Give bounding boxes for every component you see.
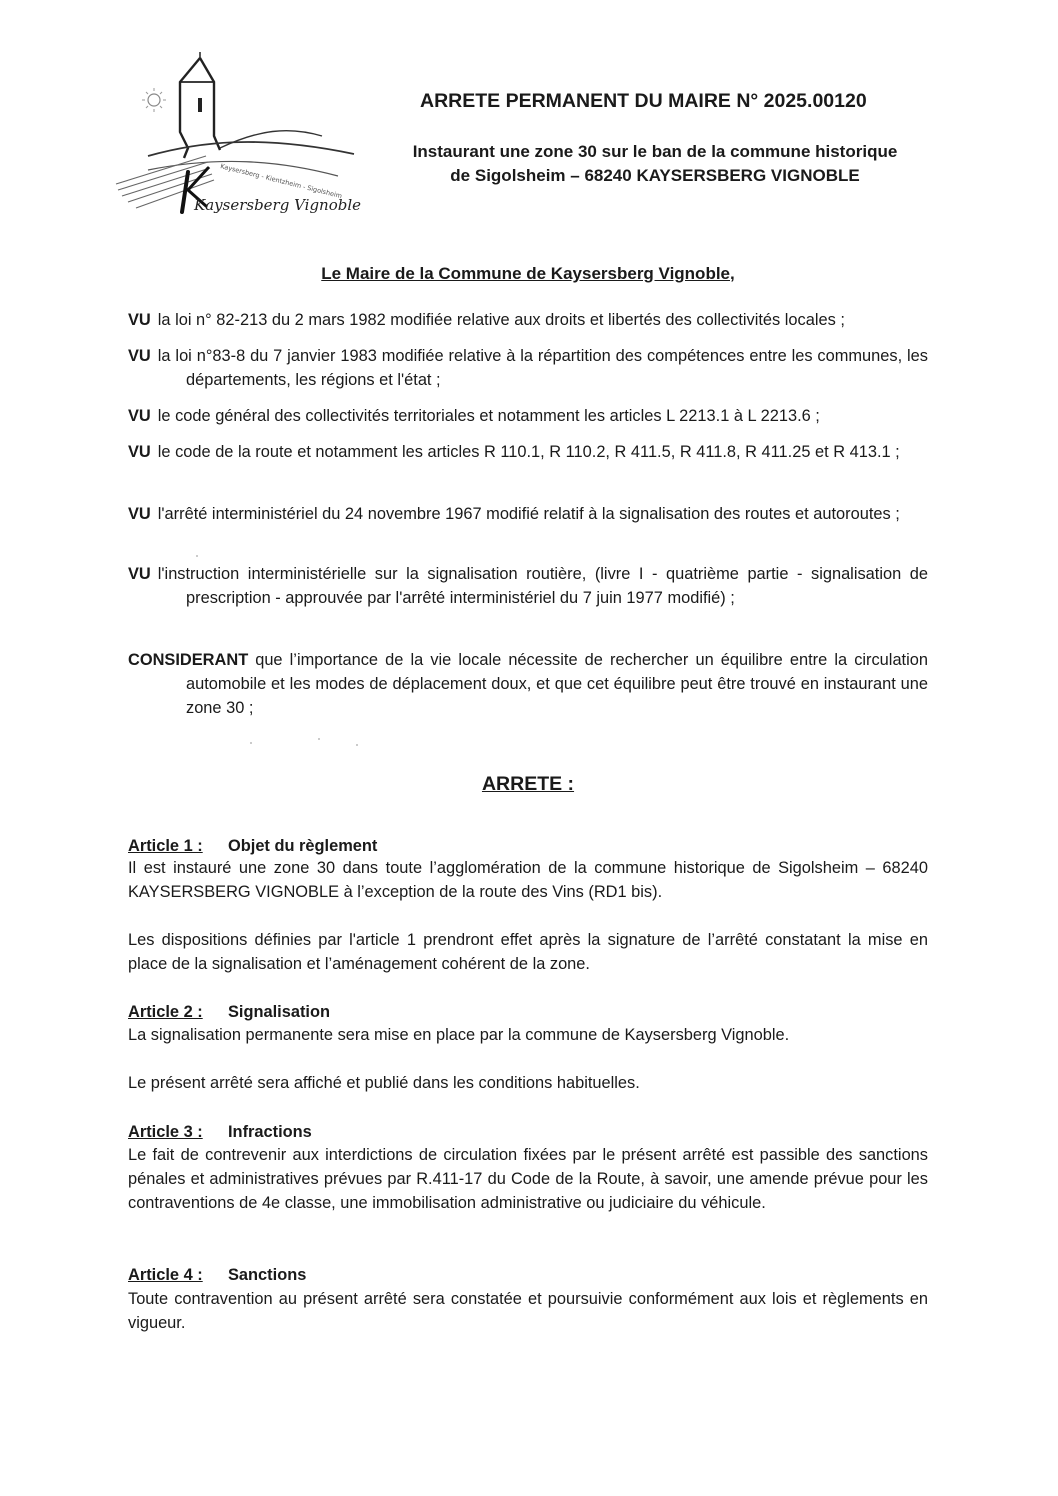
- article-2-paragraph-1: La signalisation permanente sera mise en place par la commune de Kaysersberg Vignoble.: [128, 1026, 790, 1044]
- vu-text: le code de la route et notamment les articles R 110.1, R 110.2, R 411.5, R 411.8, R 411.25 et R 413.1 ;: [157, 443, 900, 461]
- vu-item: [128, 502, 928, 526]
- vu-text: la loi n° 82-213 du 2 mars 1982 modifiée relative aux droits et libertés des collectivités locales ;: [157, 311, 845, 329]
- vu-item: [128, 308, 928, 332]
- vu-item: [128, 440, 928, 464]
- article-4-paragraph-1: Toute contravention au présent arrêté sera constatée et poursuivie conformément aux lois et règlements en vigueur.: [128, 1290, 928, 1332]
- decree-subtitle: [380, 140, 930, 188]
- scan-speck: [356, 744, 358, 746]
- logo-ribbon-text: Kaysersberg - Kientzheim - Sigolsheim: [219, 162, 343, 201]
- vu-item: [128, 344, 928, 392]
- commune-logo: [108, 50, 370, 222]
- article-1-paragraph-1: Il est instauré une zone 30 dans toute l’agglomération de la commune historique de Sigolsheim – 68240 KAYSERSBERG VIGNOBLE à l’exception de la route des Vins (RD1 bis).: [128, 859, 928, 901]
- vu-keyword: VU: [128, 311, 151, 329]
- subtitle-line-1: Instaurant une zone 30 sur le ban de la commune historique: [412, 142, 898, 161]
- article-3-heading: [128, 1120, 928, 1144]
- article-number: Article 1 :: [128, 837, 203, 855]
- arrete-heading: ARRETE :: [481, 773, 575, 795]
- vu-keyword: VU: [128, 443, 151, 461]
- vu-keyword: VU: [128, 407, 151, 425]
- article-title: Objet du règlement: [228, 837, 378, 855]
- vu-text: la loi n°83-8 du 7 janvier 1983 modifiée relative à la répartition des compétences entre les communes, les départements, les régions et l'état ;: [157, 347, 928, 389]
- article-2-heading: [128, 1000, 928, 1024]
- mayor-line: Le Maire de la Commune de Kaysersberg Vignoble,: [321, 264, 735, 283]
- subtitle-line-2: de Sigolsheim – 68240 KAYSERSBERG VIGNOBLE: [450, 166, 860, 185]
- article-number: Article 3 :: [128, 1123, 203, 1141]
- vu-keyword: VU: [128, 565, 151, 583]
- considerant-text: que l’importance de la vie locale nécessite de rechercher un équilibre entre la circulation automobile et les modes de déplacement doux, et que cet équilibre peut être trouvé en instaurant une zone 30 ;: [186, 651, 928, 717]
- vu-item: [128, 404, 928, 428]
- decree-title: ARRETE PERMANENT DU MAIRE N° 2025.00120: [420, 90, 867, 112]
- article-title: Infractions: [228, 1123, 312, 1141]
- vu-keyword: VU: [128, 505, 151, 523]
- scan-speck: [196, 555, 198, 557]
- article-number: Article 2 :: [128, 1003, 203, 1021]
- article-1-paragraph-2: Les dispositions définies par l'article 1 prendront effet après la signature de l’arrêté constatant la mise en place de la signalisation et l’aménagement cohérent de la zone.: [128, 931, 928, 973]
- article-title: Sanctions: [228, 1266, 307, 1284]
- scan-speck: [250, 742, 252, 744]
- article-4-heading: [128, 1263, 928, 1287]
- vu-keyword: VU: [128, 347, 151, 365]
- vu-text: l'instruction interministérielle sur la signalisation routière, (livre I - quatrième partie - signalisation de prescription - approuvée par l'arrêté interministériel du 7 juin 1977 modifié) ;: [157, 565, 928, 607]
- church-vineyard-logo-icon: [108, 50, 370, 222]
- article-2-paragraph-2: Le présent arrêté sera affiché et publié dans les conditions habituelles.: [128, 1074, 640, 1092]
- vu-item: [128, 562, 928, 610]
- considerant-keyword: CONSIDERANT: [128, 651, 249, 669]
- vu-text: le code général des collectivités territoriales et notamment les articles L 2213.1 à L 2213.6 ;: [157, 407, 820, 425]
- article-number: Article 4 :: [128, 1266, 203, 1284]
- logo-text: Kaysersberg Vignoble: [194, 196, 362, 214]
- vu-text: l'arrêté interministériel du 24 novembre 1967 modifié relatif à la signalisation des routes et autoroutes ;: [157, 505, 900, 523]
- article-title: Signalisation: [228, 1003, 331, 1021]
- scan-speck: [318, 738, 320, 740]
- considerant-clause: [128, 648, 928, 720]
- article-1-heading: [128, 834, 928, 858]
- article-3-paragraph-1: Le fait de contrevenir aux interdictions de circulation fixées par le présent arrêté est passible des sanctions pénales et administratives prévues par R.411-17 du Code de la Route, à savoir, une amende prévue pour les contraventions de 4e classe, une immobilisation administrative ou judiciaire du véhicule.: [128, 1146, 928, 1212]
